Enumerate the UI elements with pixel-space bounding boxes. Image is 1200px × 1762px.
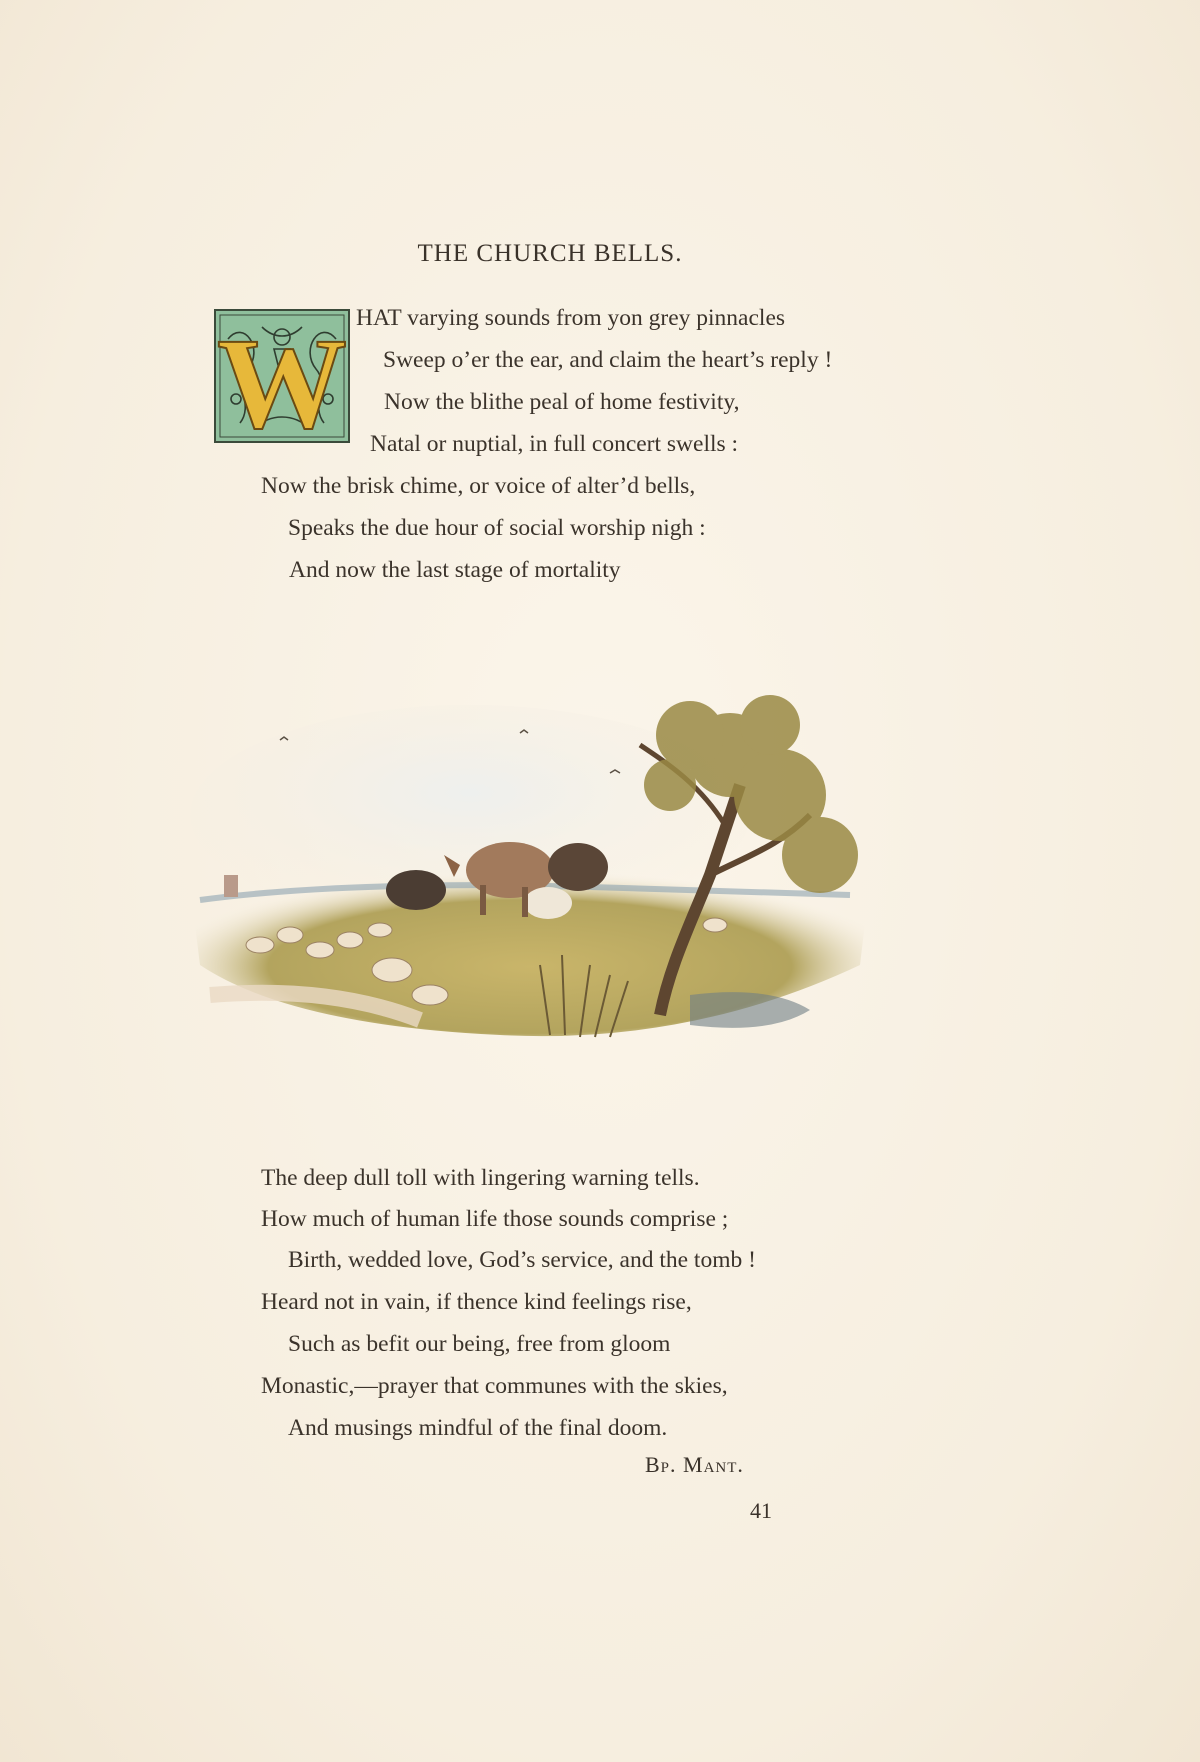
- poem-line: The deep dull toll with lingering warning tells.: [261, 1165, 700, 1191]
- poem-line: Sweep o’er the ear, and claim the heart’s reply !: [383, 347, 833, 373]
- poem-line: And musings mindful of the final doom.: [288, 1415, 668, 1441]
- distant-tower: [224, 875, 238, 897]
- illuminated-initial: [214, 309, 350, 443]
- author-signature: Bp. Mant.: [645, 1452, 744, 1477]
- poem-line: Birth, wedded love, God’s service, and the tomb !: [288, 1247, 756, 1273]
- poem-line: Now the brisk chime, or voice of alter’d bells,: [261, 473, 696, 499]
- poem-line: Natal or nuptial, in full concert swells :: [370, 431, 739, 457]
- pastoral-illustration: [170, 665, 910, 1115]
- poem-line: And now the last stage of mortality: [289, 557, 621, 583]
- poem-line: HAT varying sounds from yon grey pinnacles: [356, 305, 786, 331]
- poem-line: Heard not in vain, if thence kind feelings rise,: [261, 1289, 692, 1315]
- drop-cap-letter: W: [217, 312, 347, 443]
- poem-line: Such as befit our being, free from gloom: [288, 1331, 671, 1357]
- page-number: 41: [750, 1498, 772, 1523]
- pond: [690, 992, 810, 1028]
- poem-line: Monastic,—prayer that communes with the skies,: [261, 1373, 728, 1399]
- poem-line: How much of human life those sounds comprise ;: [261, 1206, 729, 1232]
- poem-title: THE CHURCH BELLS.: [417, 240, 683, 267]
- poem-line: Speaks the due hour of social worship nigh :: [288, 515, 706, 541]
- poem-line: Now the blithe peal of home festivity,: [384, 389, 740, 415]
